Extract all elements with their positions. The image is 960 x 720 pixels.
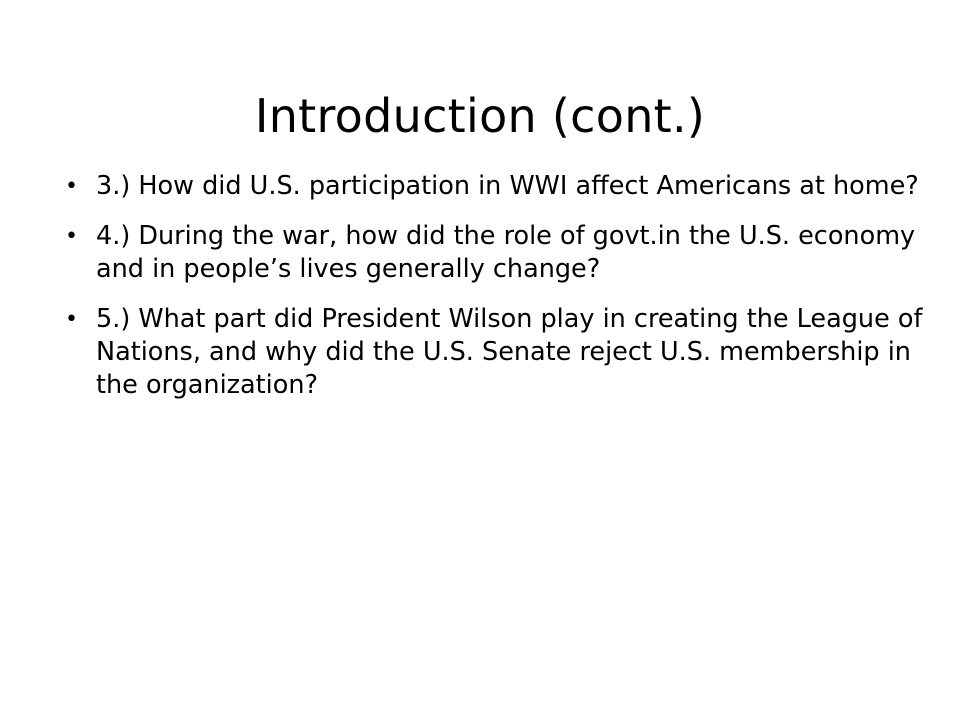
bullet-item-3 — [58, 303, 928, 402]
bullet-text: 5.) What part did President Wilson play in creating the League of Nations, and why did the U.S. Senate reject U.S. membership in the organization? — [96, 304, 923, 400]
bullet-icon: • — [65, 174, 78, 199]
slide-title: Introduction (cont.) — [254, 88, 706, 143]
bullet-text: 4.) During the war, how did the role of govt.in the U.S. economy and in people’s lives generally change? — [96, 221, 916, 284]
bullet-list — [58, 170, 928, 419]
bullet-item-2 — [58, 220, 928, 286]
bullet-icon: • — [65, 224, 78, 249]
bullet-item-1 — [58, 170, 928, 203]
bullet-icon: • — [65, 307, 78, 332]
bullet-text: 3.) How did U.S. participation in WWI affect Americans at home? — [96, 171, 919, 201]
